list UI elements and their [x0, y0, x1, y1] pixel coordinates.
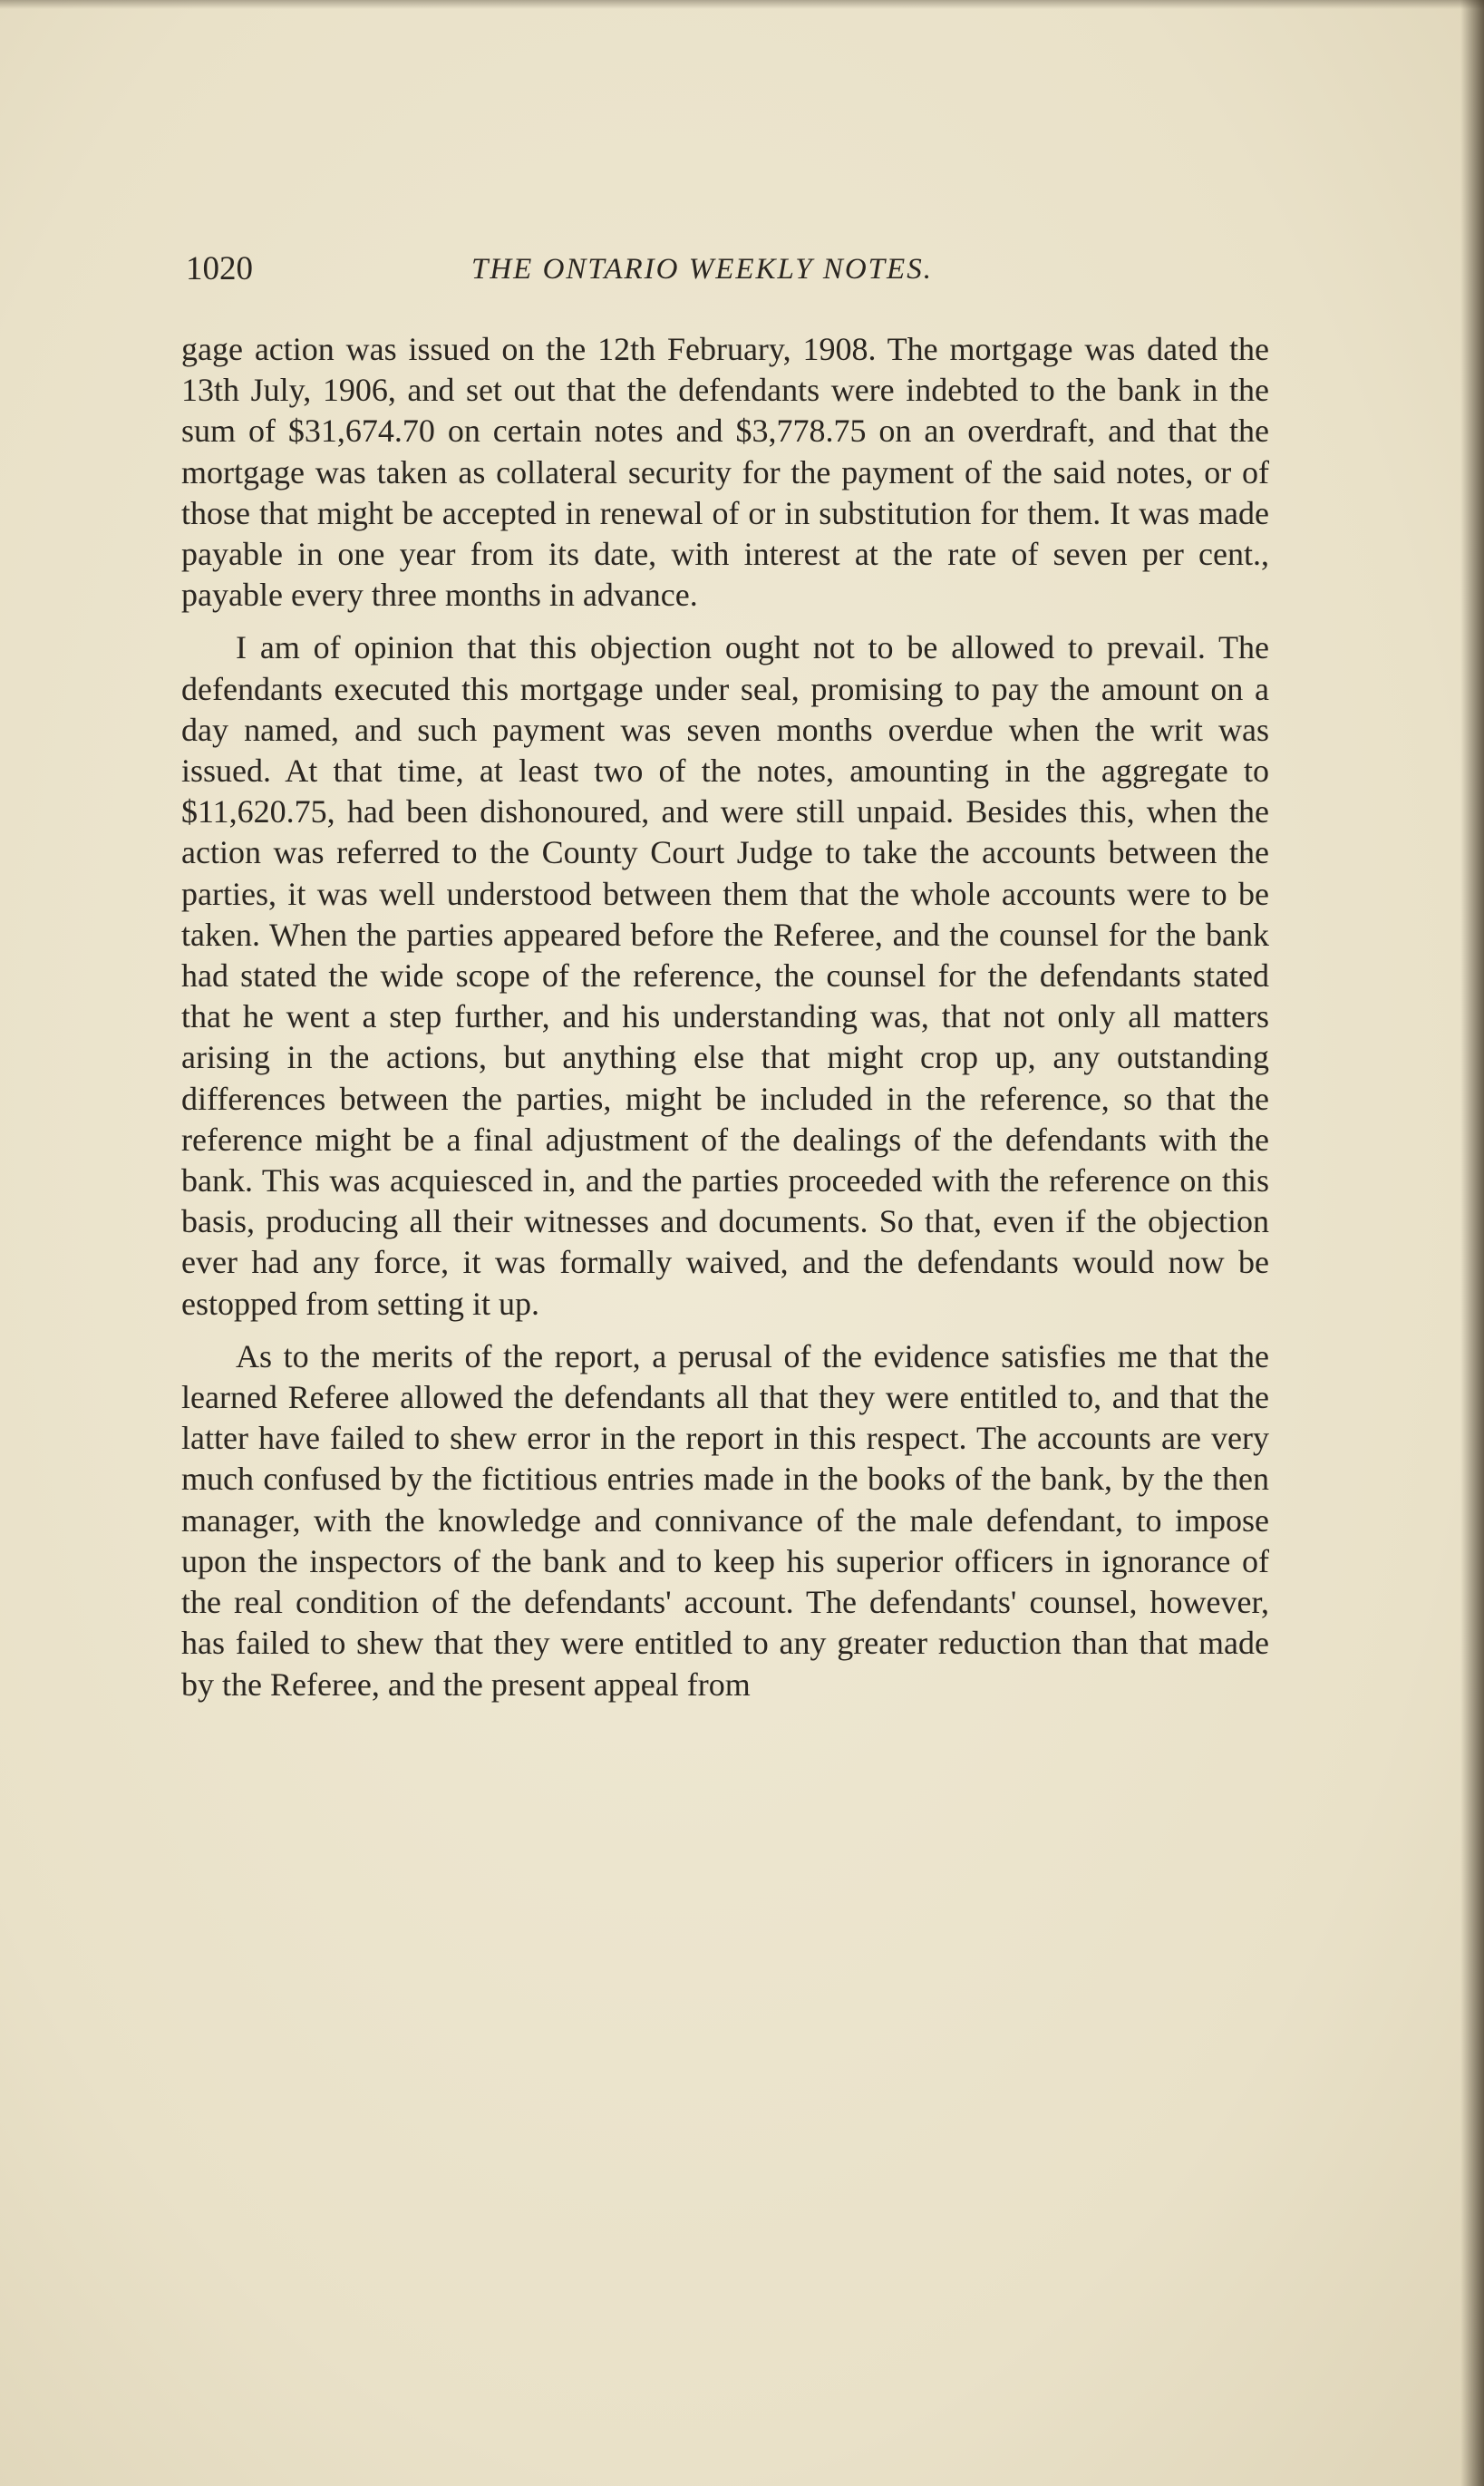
- running-title: THE ONTARIO WEEKLY NOTES.: [471, 253, 933, 286]
- page-header: [186, 247, 1274, 292]
- paragraph-objection-opinion: I am of opinion that this objection ought not to be allowed to prevail. The defendants executed this mortgage under seal, promising to pay the amount on a day named, and such payment was seven months overdue when the writ was issued. At that time, at least two of the notes, amounting in the aggregate to $11,620.75, had been dishonoured, and were still unpaid. Besides this, when the action was referred to the County Court Judge to take the accounts between the parties, it was well understood between them that the whole accounts were to be taken. When the parties appeared before the Referee, and the counsel for the bank had stated the wide scope of the reference, the counsel for the defendants stated that he went a step further, and his understanding was, that not only all matters arising in the actions, but anything else that might crop up, any outstanding differences between the parties, might be included in the reference, so that the reference might be a final adjustment of the dealings of the defendants with the bank. This was acquiesced in, and the parties proceeded with the reference on this basis, producing all their witnesses and documents. So that, even if the objection ever had any force, it was formally waived, and the defendants would now be estopped from setting it up.: [181, 629, 1269, 1322]
- paragraph-continuation: gage action was issued on the 12th February, 1908. The mortgage was dated the 13th July, 1906, and set out that the defendants were indebted to the bank in the sum of $31,674.70 on certain notes and $3,778.75 on an overdraft, and that the mortgage was taken as collateral security for the payment of the said notes, or of those that might be accepted in renewal of or in substitution for them. It was made payable in one year from its date, with interest at the rate of seven per cent., payable every three months in advance.: [181, 331, 1269, 614]
- page-gutter-shadow: [1460, 0, 1484, 2486]
- paragraph-merits-of-report: As to the merits of the report, a perusal of the evidence satisfies me that the learned Referee allowed the defendants all that they were entitled to, and that the latter have failed to shew error in the report in this respect. The accounts are very much confused by the fictitious entries made in the books of the bank, by the then manager, with the knowledge and connivance of the male defendant, to impose upon the inspectors of the bank and to keep his superior officers in ignorance of the real condition of the defendants' account. The defendants' counsel, however, has failed to shew that they were entitled to any greater reduction than that made by the Referee, and the present appeal from: [181, 1337, 1269, 1703]
- page-number: 1020: [186, 250, 253, 287]
- page-top-shadow: [0, 0, 1484, 9]
- body-text: [181, 329, 1269, 1705]
